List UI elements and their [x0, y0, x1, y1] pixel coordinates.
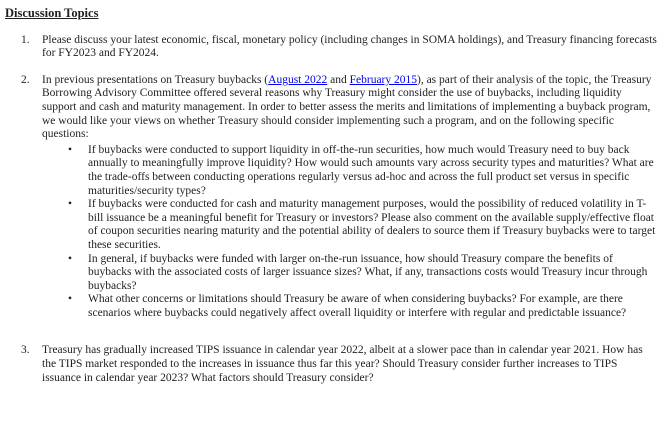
bullet-4-text: What other concerns or limitations should Treasury be aware of when considering buybacks? For example, are there scenarios where buybacks could negatively affect overall liquidity or interfere with regular and predictable issuance? — [88, 293, 627, 319]
list-item — [42, 253, 659, 294]
list-item — [42, 293, 659, 320]
item-1-text: Please discuss your latest economic, fiscal, monetary policy (including changes in SOMA holdings), and Treasury financing forecasts for FY2023 and FY2024. — [42, 33, 657, 60]
bullet-icon — [68, 253, 88, 294]
item-2-body — [42, 74, 659, 321]
list-item-1 — [5, 34, 659, 61]
bullet-icon — [68, 293, 88, 320]
item-2-intro-pre: In previous presentations on Treasury buybacks ( — [42, 73, 269, 86]
item-2-number: 2. — [21, 73, 30, 86]
page-title: Discussion Topics — [5, 6, 99, 20]
list-item — [42, 144, 659, 198]
bullet-icon — [68, 198, 88, 252]
bullet-1-text: If buybacks were conducted to support liquidity in off-the-run securities, how much would Treasury need to buy back annually to meaningfully improve liquidity? How would such amounts vary across security types and maturities? What are the trade-offs between conducting operations regularly versus ad-hoc and across the full product set versus in specific maturities/security types? — [88, 143, 654, 197]
item-2-intro-and: and — [327, 73, 350, 86]
bullet-3-text: In general, if buybacks were funded with larger on-the-run issuance, how should Treasury compare the benefits of buybacks with the associated costs of larger issuance sizes? What, if any, transactions costs would Treasury incur through buybacks? — [88, 252, 648, 292]
list-item-3 — [5, 344, 659, 385]
link-august-2022[interactable]: August 2022 — [268, 73, 328, 86]
bullet-icon — [68, 144, 88, 198]
item-3-text: Treasury has gradually increased TIPS issuance in calendar year 2022, albeit at a slower pace than in calendar year 2021. How has the TIPS market responded to the increases in issuance thus far this year? Should Treasury consider further increases to TIPS issuance in calendar year 2023? What factors should Treasury consider? — [42, 344, 643, 384]
item-1-number: 1. — [21, 33, 30, 46]
link-february-2015[interactable]: February 2015 — [349, 73, 417, 86]
item-2-intro-post: ), as part of their analysis of the topic, the Treasury Borrowing Advisory Committee offered several reasons why Treasury might consider the use of buybacks, including liquidity support and cash and maturity management. In order to better assess the merits and limitations of implementing a buyback program, we would like your views on whether Treasury should consider implementing such a program, and on the following specific questions: — [42, 73, 652, 141]
bullet-2-text: If buybacks were conducted for cash and maturity management purposes, would the possibility of reduced volatility in T-bill issuance be a meaningful benefit for Treasury or investors? Please also comment on the available supply/effective float of coupon securities nearing maturity and the potential ability of dealers to source them if Treasury buybacks were to target these securities. — [88, 198, 656, 251]
list-item — [42, 198, 659, 252]
item-3-number: 3. — [21, 344, 30, 357]
item-2-bullet-list — [42, 144, 659, 321]
list-item-2 — [5, 74, 659, 321]
